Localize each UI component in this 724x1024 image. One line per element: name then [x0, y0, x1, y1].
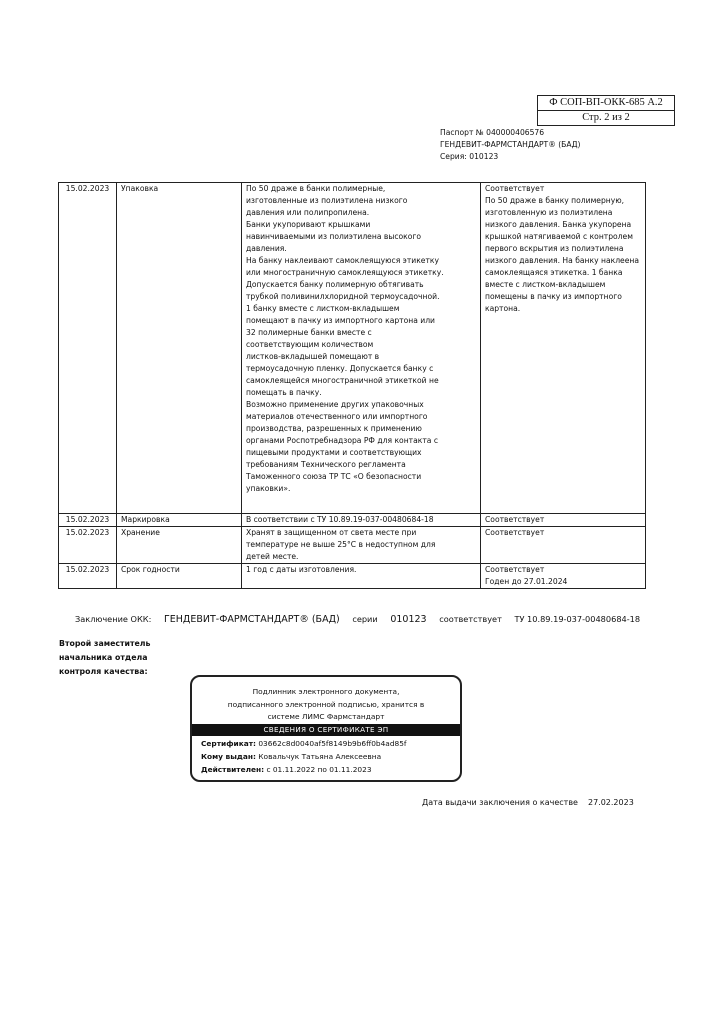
row-result: Соответствует [481, 527, 646, 564]
stamp-valid: Действителен: с 01.11.2022 по 01.11.2023 [201, 765, 372, 774]
row-requirement: Хранят в защищенном от света месте при температуре не выше 25°С в недоступном для детей месте. [242, 527, 481, 564]
signer-title: Второй заместитель начальника отдела контроля качества: [59, 639, 151, 676]
row-date: 15.02.2023 [59, 527, 117, 564]
passport-number: Паспорт № 040000406576 [440, 128, 545, 137]
issue-date-value: 27.02.2023 [587, 798, 634, 807]
row-indicator: Хранение [117, 527, 242, 564]
stamp-issued-to: Кому выдан: Ковальчук Татьяна Алексеевна [201, 752, 382, 761]
conclusion-line [75, 614, 650, 625]
passport-header [440, 127, 580, 163]
stamp-certificate: Сертификат: 03662c8d0040af5f8149b9b6ff0b4ad85f [201, 739, 407, 748]
row-date: 15.02.2023 [59, 564, 117, 589]
page-number: Стр. 2 из 2 [538, 110, 674, 125]
passport-series: Серия: 010123 [440, 152, 499, 161]
conclusion-series: 010123 [390, 614, 427, 625]
row-result: Соответствует По 50 драже в банку полимерную, изготовленную из полиэтилена низкого давления. Банка укупорена крышкой натягиваемой с контролем первого вскрытия из полиэтилена низкого давления. На банку наклеена самоклеящаяся этикетка. 1 банка вместе с листком-вкладышем помещены в пачку из импортного картона. [481, 183, 646, 514]
table-row [59, 527, 646, 564]
conclusion-series-label: серии [352, 614, 378, 624]
row-requirement: В соответствии с ТУ 10.89.19-037-00480684-18 [242, 514, 481, 527]
quality-table [58, 182, 646, 589]
issue-date-line [422, 798, 634, 807]
row-indicator: Упаковка [117, 183, 242, 514]
issue-date-label: Дата выдачи заключения о качестве [422, 798, 578, 807]
conclusion-label: Заключение ОКК: [75, 614, 152, 624]
conclusion-spec: ТУ 10.89.19-037-00480684-18 [514, 614, 641, 624]
esignature-stamp [190, 675, 462, 782]
row-date: 15.02.2023 [59, 183, 117, 514]
row-requirement: По 50 драже в банки полимерные, изготовленные из полиэтилена низкого давления или полипропилена. Банки укупоривают крышками навинчиваемыми из полиэтилена высокого давления. На банку наклеивают самоклеящуюся этикетку или многостраничную самоклеящуюся этикетку. Допускается банку полимерную обтягивать трубкой поливинилхлоридной термоусадочной. 1 банку вместе с листком-вкладышем помещают в пачку из импортного картона или 32 полимерные банки вместе с соответствующим количеством листков-вкладышей помещают в термоусадочную пленку. Допускается банку с самоклеящейся многостраничной этикеткой не помещать в пачку. Возможно применение других упаковочных материалов отечественного или импортного производства, разрешенных к применению органами Роспотребнадзора РФ для контакта с пищевыми продуктами и соответствующих требованиям Технического регламента Таможенного союза ТР ТС «О безопасности упаковки». [242, 183, 481, 514]
row-indicator: Маркировка [117, 514, 242, 527]
table-row [59, 564, 646, 589]
table-row [59, 183, 646, 514]
table-row [59, 514, 646, 527]
stamp-band: СВЕДЕНИЯ О СЕРТИФИКАТЕ ЭП [192, 724, 460, 736]
row-result: Соответствует [481, 514, 646, 527]
conclusion-verdict: соответствует [439, 614, 502, 624]
passport-product: ГЕНДЕВИТ-ФАРМСТАНДАРТ® (БАД) [440, 140, 581, 149]
row-date: 15.02.2023 [59, 514, 117, 527]
row-indicator: Срок годности [117, 564, 242, 589]
row-result: Соответствует Годен до 27.01.2024 [481, 564, 646, 589]
form-code: Ф СОП-ВП-ОКК-685 А.2 [549, 97, 663, 108]
stamp-notice: Подлинник электронного документа, подписанного электронной подписью, хранится в системе ЛИМС Фармстандарт [227, 687, 425, 721]
row-requirement: 1 год с даты изготовления. [242, 564, 481, 589]
conclusion-product: ГЕНДЕВИТ-ФАРМСТАНДАРТ® (БАД) [163, 614, 340, 625]
form-code-box [537, 95, 675, 126]
